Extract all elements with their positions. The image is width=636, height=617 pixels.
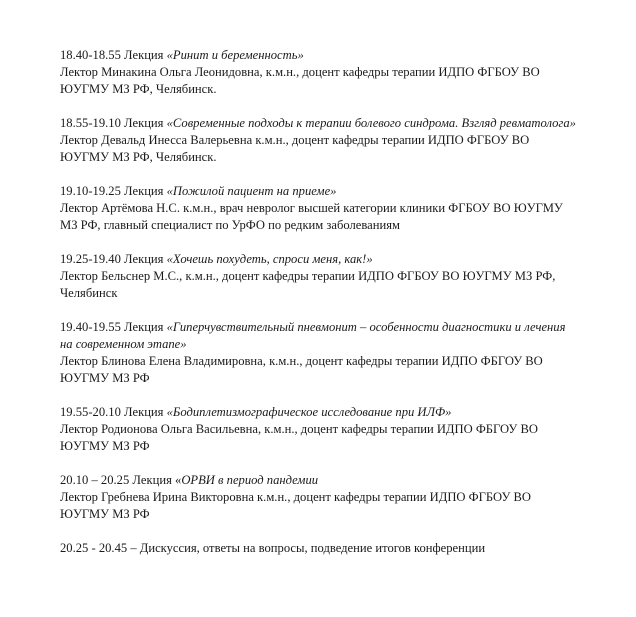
session-kind: Лекция bbox=[124, 48, 164, 62]
session-text: – Дискуссия, ответы на вопросы, подведение итогов конференции bbox=[127, 541, 486, 555]
session-title: «Ринит и беременность» bbox=[166, 48, 304, 62]
lecturer-line: Лектор Девальд Инесса Валерьевна к.м.н., доцент кафедры терапии ИДПО ФГБОУ ВО bbox=[60, 133, 530, 147]
lecturer-line: Лектор Артёмова Н.С. к.м.н., врач невролог высшей категории клиники ФГБОУ ВО ЮУГМУ bbox=[60, 201, 563, 215]
lecturer-line: ЮУГМУ МЗ РФ bbox=[60, 371, 150, 385]
lecturer-line: Лектор Родионова Ольга Васильевна, к.м.н., доцент кафедры терапии ИДПО ФБГОУ ВО bbox=[60, 422, 538, 436]
lecturer-line: ЮУГМУ МЗ РФ bbox=[60, 507, 150, 521]
lecturer-line: Лектор Минакина Ольга Леонидовна, к.м.н., доцент кафедры терапии ИДПО ФГБОУ ВО bbox=[60, 65, 540, 79]
session-7 bbox=[60, 472, 600, 523]
session-heading bbox=[60, 115, 600, 132]
session-kind: Лекция bbox=[124, 405, 164, 419]
session-3 bbox=[60, 183, 600, 234]
session-title: «Современные подходы к терапии болевого синдрома. Взгляд ревматолога» bbox=[166, 116, 576, 130]
session-time: 19.40-19.55 bbox=[60, 320, 121, 334]
session-heading bbox=[60, 472, 600, 489]
session-title: «Пожилой пациент на приеме» bbox=[166, 184, 337, 198]
session-time: 19.25-19.40 bbox=[60, 252, 121, 266]
session-heading bbox=[60, 183, 600, 200]
session-kind: Лекция « bbox=[132, 473, 182, 487]
session-kind: Лекция bbox=[124, 320, 164, 334]
session-5 bbox=[60, 319, 600, 387]
lecturer-line: Лектор Гребнева Ирина Викторовна к.м.н., доцент кафедры терапии ИДПО ФГБОУ ВО bbox=[60, 490, 531, 504]
session-title: «Гиперчувствительный пневмонит – особенности диагностики и лечения bbox=[166, 320, 566, 334]
lecturer-line: ЮУГМУ МЗ РФ bbox=[60, 439, 150, 453]
session-2 bbox=[60, 115, 600, 166]
session-heading bbox=[60, 404, 600, 421]
program-document bbox=[60, 47, 600, 574]
lecturer-line: ЮУГМУ МЗ РФ, Челябинск. bbox=[60, 150, 217, 164]
lecturer-line: Челябинск bbox=[60, 286, 118, 300]
session-title: ОРВИ в период пандемии bbox=[181, 473, 319, 487]
lecturer-line: МЗ РФ, главный специалист по УрФО по редким заболеваниям bbox=[60, 218, 401, 232]
session-time: 20.10 – 20.25 bbox=[60, 473, 130, 487]
session-kind: Лекция bbox=[124, 184, 164, 198]
session-time: 19.10-19.25 bbox=[60, 184, 121, 198]
lecturer-line: Лектор Бельснер М.С., к.м.н., доцент кафедры терапии ИДПО ФГБОУ ВО ЮУГМУ МЗ РФ, bbox=[60, 269, 556, 283]
closing-discussion bbox=[60, 540, 600, 557]
session-4 bbox=[60, 251, 600, 302]
session-heading bbox=[60, 251, 600, 268]
session-time: 18.55-19.10 bbox=[60, 116, 121, 130]
session-heading bbox=[60, 319, 600, 336]
session-title: «Хочешь похудеть, спроси меня, как!» bbox=[166, 252, 373, 266]
session-6 bbox=[60, 404, 600, 455]
lecturer-line: ЮУГМУ МЗ РФ, Челябинск. bbox=[60, 82, 217, 96]
session-heading bbox=[60, 47, 600, 64]
session-kind: Лекция bbox=[124, 116, 164, 130]
lecturer-line: Лектор Блинова Елена Владимировна, к.м.н., доцент кафедры терапии ИДПО ФБГОУ ВО bbox=[60, 354, 543, 368]
session-time: 18.40-18.55 bbox=[60, 48, 121, 62]
session-kind: Лекция bbox=[124, 252, 164, 266]
session-time: 20.25 - 20.45 bbox=[60, 541, 128, 555]
session-time: 19.55-20.10 bbox=[60, 405, 121, 419]
session-title: «Бодиплетизмографическое исследование при ИЛФ» bbox=[166, 405, 452, 419]
session-title-continued: на современном этапе» bbox=[60, 337, 187, 351]
session-8 bbox=[60, 540, 600, 557]
session-1 bbox=[60, 47, 600, 98]
